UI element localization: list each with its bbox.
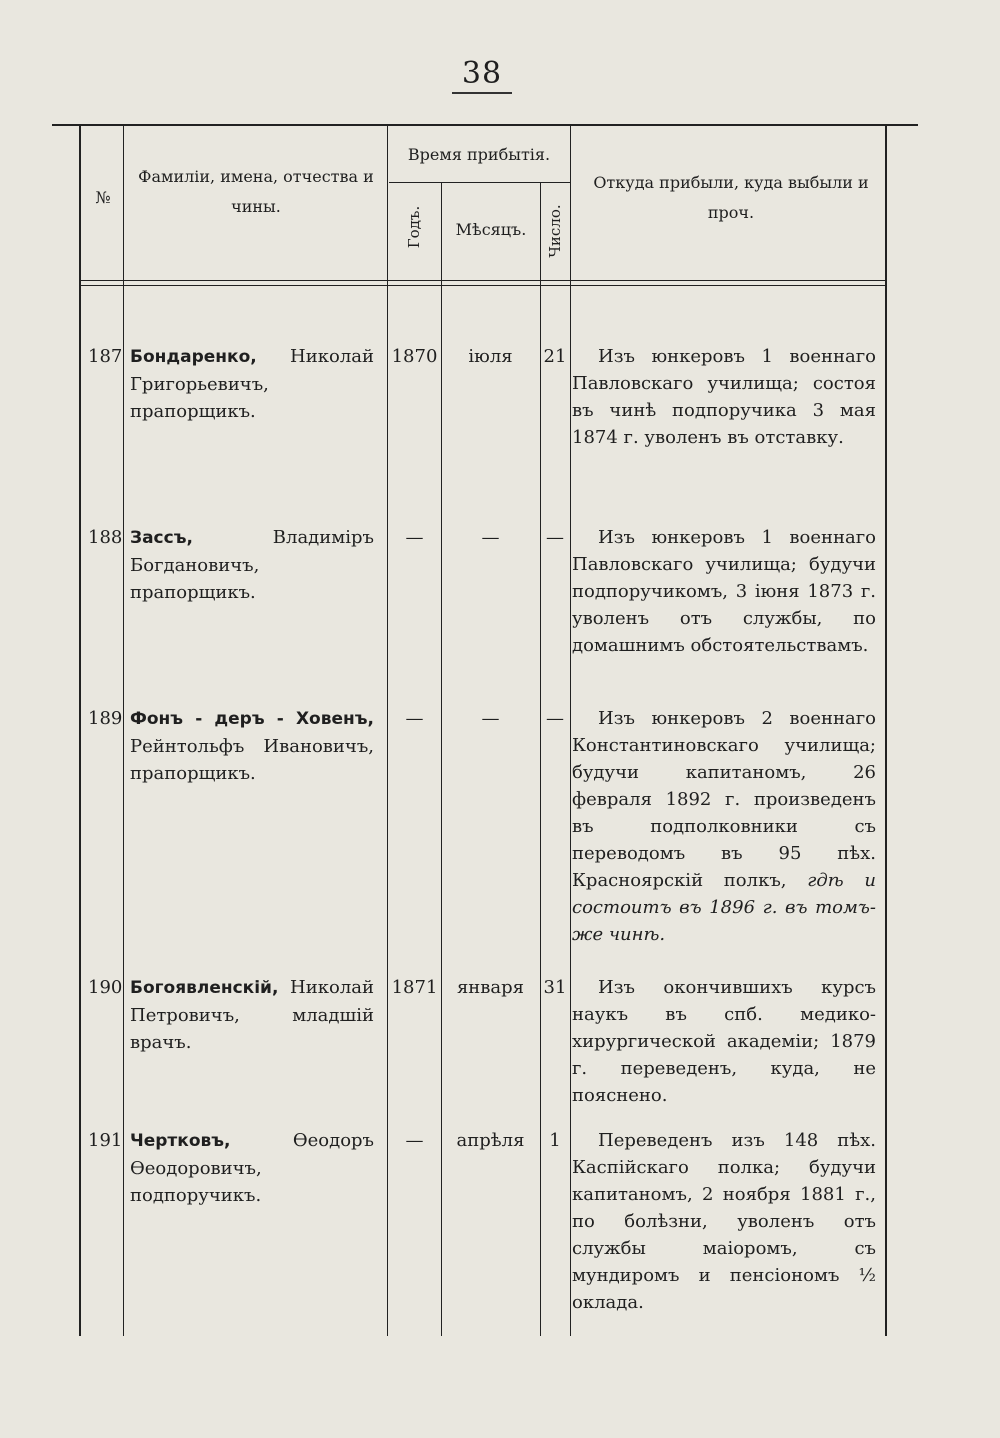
row-month: января — [456, 977, 525, 998]
header-bottom-rule — [80, 280, 886, 281]
row-year: 1871 — [391, 977, 438, 998]
row-surname: Зассъ, — [130, 528, 193, 548]
row-name-rest: Николай Григорьевичъ, прапорщикъ. — [130, 346, 374, 422]
row-name — [130, 343, 374, 425]
row-day: — — [546, 708, 564, 729]
row-surname: Богоявленскій, — [130, 978, 279, 998]
row-note-text: Изъ окончившихъ курсъ наукъ въ спб. медико-хирургической академіи; 1879 г. переведенъ, куда, не пояснено. — [572, 977, 876, 1106]
header-arrival-group: Время прибытія. — [407, 145, 551, 164]
row-name — [130, 524, 374, 606]
row-name-rest: Владиміръ Богдановичъ, прапорщикъ. — [130, 527, 374, 603]
header-notes: Откуда прибыли, куда выбыли и проч. — [593, 173, 869, 222]
row-month: — — [481, 708, 500, 729]
row-note — [572, 974, 876, 1109]
header-name: Фамиліи, имена, отчества и чины. — [138, 167, 374, 216]
row-note — [572, 1127, 876, 1316]
table-left-rule — [79, 126, 81, 1336]
row-name-rest: Николай Петровичъ, младшій врачъ. — [130, 977, 374, 1053]
arrival-group-rule — [389, 182, 571, 183]
row-day: — — [546, 527, 564, 548]
row-number: 187 — [88, 346, 123, 367]
row-note-italic: гдѣ и состоитъ въ 1896 г. въ томъ-же чинѣ. — [572, 870, 876, 945]
row-year: — — [405, 708, 424, 729]
header-day: Число. — [546, 204, 564, 258]
row-name — [130, 705, 374, 787]
row-number: 188 — [88, 527, 123, 548]
row-note-text: Изъ юнкеровъ 1 военнаго Павловскаго училища; будучи подпоручикомъ, 3 іюня 1873 г. уволенъ отъ службы, по домашнимъ обстоятельствамъ. — [572, 527, 876, 656]
row-number: 190 — [88, 977, 123, 998]
row-note — [572, 705, 876, 948]
row-surname: Фонъ - деръ - Ховенъ, — [130, 709, 374, 729]
col-day-rule — [570, 126, 571, 1336]
row-day: 31 — [543, 977, 567, 998]
row-note — [572, 524, 876, 659]
row-note-text: Переведенъ изъ 148 пѣх. Каспійскаго полка; будучи капитаномъ, 2 ноября 1881 г., по болѣзни, уволенъ отъ службы маіоромъ, съ мундиромъ и пенсіономъ ½ оклада. — [572, 1130, 876, 1313]
row-surname: Бондаренко, — [130, 347, 257, 367]
row-number: 189 — [88, 708, 123, 729]
row-year: — — [405, 527, 424, 548]
row-year: 1870 — [391, 346, 438, 367]
row-day: 1 — [549, 1130, 561, 1151]
page-number-underline — [452, 92, 512, 94]
row-day: 21 — [543, 346, 567, 367]
header-year: Годъ. — [405, 205, 423, 249]
row-note-text: Изъ юнкеровъ 1 военнаго Павловскаго училища; состоя въ чинѣ подпоручика 3 мая 1874 г. уволенъ въ отставку. — [572, 346, 876, 448]
row-month: апрѣля — [456, 1130, 525, 1151]
page-number: 38 — [461, 56, 503, 91]
header-bottom-rule-double — [80, 285, 886, 286]
row-note — [572, 343, 876, 451]
row-month: іюля — [468, 346, 513, 367]
col-num-rule — [123, 126, 124, 1336]
row-month: — — [481, 527, 500, 548]
row-name — [130, 1127, 374, 1209]
row-name-rest: Рейнтольфъ Ивановичъ, прапорщикъ. — [130, 736, 374, 784]
row-number: 191 — [88, 1130, 123, 1151]
header-month: Мѣсяцъ. — [455, 220, 527, 239]
header-num: № — [95, 188, 111, 207]
table-right-rule — [885, 126, 887, 1336]
row-name — [130, 974, 374, 1056]
row-note-text: Изъ юнкеровъ 2 военнаго Константиновскаго училища; будучи капитаномъ, 26 февраля 1892 г. произведенъ въ подполковники съ переводомъ въ 95 пѣх. Красноярскій полкъ, — [572, 708, 876, 891]
row-name-rest: Ѳеодоръ Ѳеодоровичъ, подпоручикъ. — [130, 1130, 374, 1206]
table-top-rule — [52, 124, 918, 126]
row-surname: Чертковъ, — [130, 1131, 231, 1151]
row-year: — — [405, 1130, 424, 1151]
